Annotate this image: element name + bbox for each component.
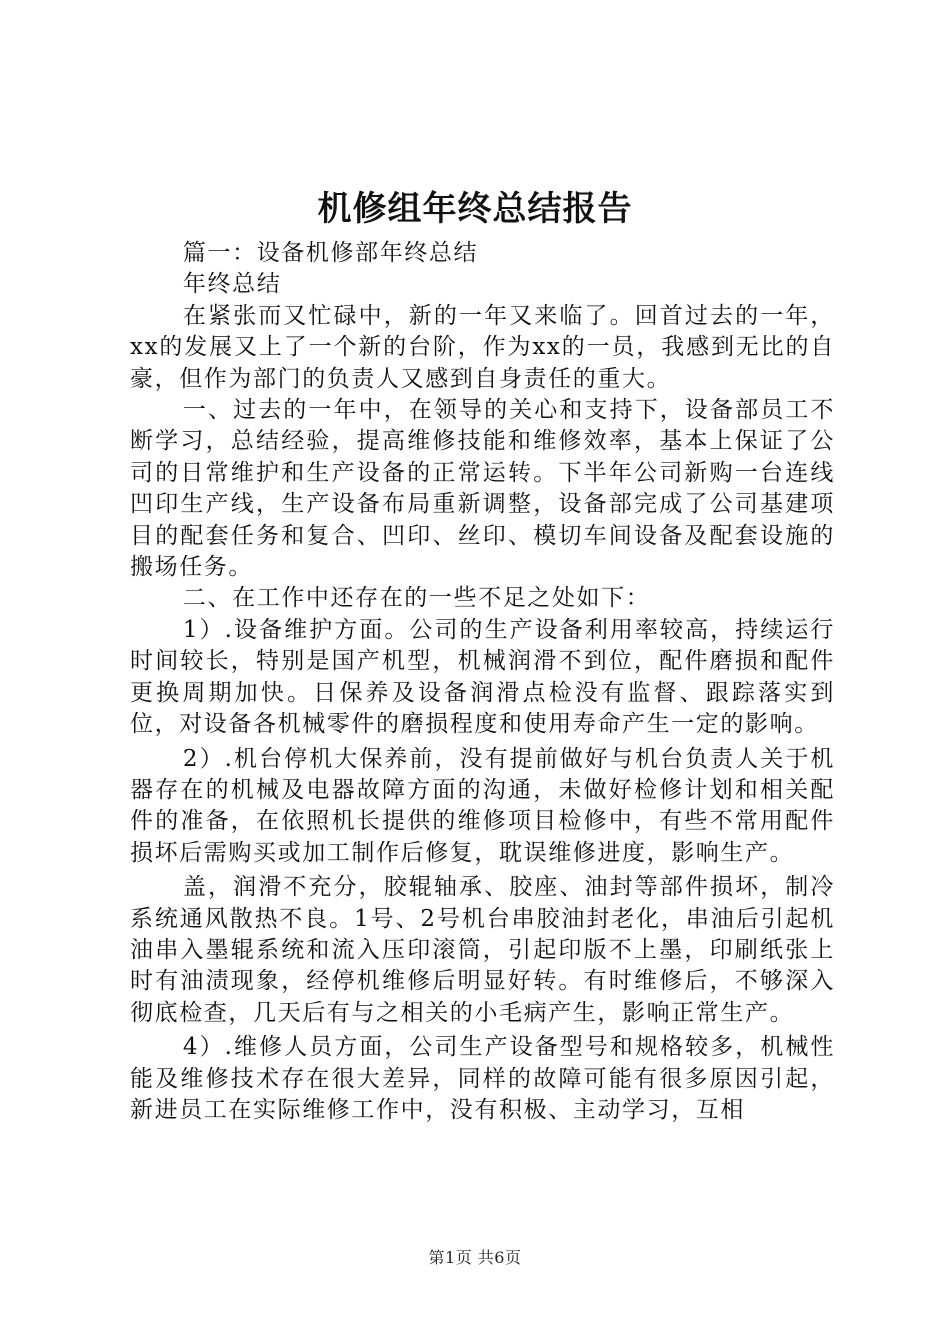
paragraph-item-3: 盖，润滑不充分，胶辊轴承、胶座、油封等部件损坏，制冷系统通风散热不良。1号、2号机台串胶油封老化，串油后引起机油串入墨辊系统和流入压印滚筒，引起印版不上墨，印刷纸张上时有油渍现象，经停机维修后明显好转。有时维修后，不够深入彻底检查，几天后有与之相关的小毛病产生，影响正常生产。 xyxy=(130,874,835,1026)
paragraph-shortcomings-heading: 二、在工作中还存在的一些不足之处如下： xyxy=(182,585,651,612)
paragraph-item-1: 1）.设备维护方面。公司的生产设备利用率较高，持续运行时间较长，特别是国产机型，机械润滑不到位，配件磨损和配件更换周期加快。日保养及设备润滑点检没有监督、跟踪落实到位，对设备各机械零件的磨损程度和使用寿命产生一定的影响。 xyxy=(130,616,835,738)
page-footer: 第1页 共6页 xyxy=(428,1248,522,1267)
subsection-heading: 年终总结 xyxy=(182,271,282,298)
paragraph-intro: 在紧张而又忙碌中，新的一年又来临了。回首过去的一年，xx的发展又上了一个新的台阶，作为xx的一员，我感到无比的自豪，但作为部门的负责人又感到自身责任的重大。 xyxy=(130,302,835,392)
document-body xyxy=(130,238,835,1126)
paragraph-item-4: 4）.维修人员方面，公司生产设备型号和规格较多，机械性能及维修技术存在很大差异，同样的故障可能有很多原因引起，新进员工在实际维修工作中，没有积极、主动学习，互相 xyxy=(130,1034,835,1123)
page-title: 机修组年终总结报告 xyxy=(317,189,633,229)
paragraph-item-2: 2）.机台停机大保养前，没有提前做好与机台负责人关于机器存在的机械及电器故障方面的沟通，未做好检修计划和相关配件的准备，在依照机长提供的维修项目检修中，有些不常用配件损坏后需购买或加工制作后修复，耽误维修进度，影响生产。 xyxy=(130,745,835,866)
paragraph-review: 一、过去的一年中，在领导的关心和支持下，设备部员工不断学习，总结经验，提高维修技能和维修效率，基本上保证了公司的日常维护和生产设备的正常运转。下半年公司新购一台连线凹印生产线，生产设备布局重新调整，设备部完成了公司基建项目的配套任务和复合、凹印、丝印、模切车间设备及配套设施的搬场任务。 xyxy=(130,397,835,581)
section-heading: 篇一：设备机修部年终总结 xyxy=(182,240,479,266)
